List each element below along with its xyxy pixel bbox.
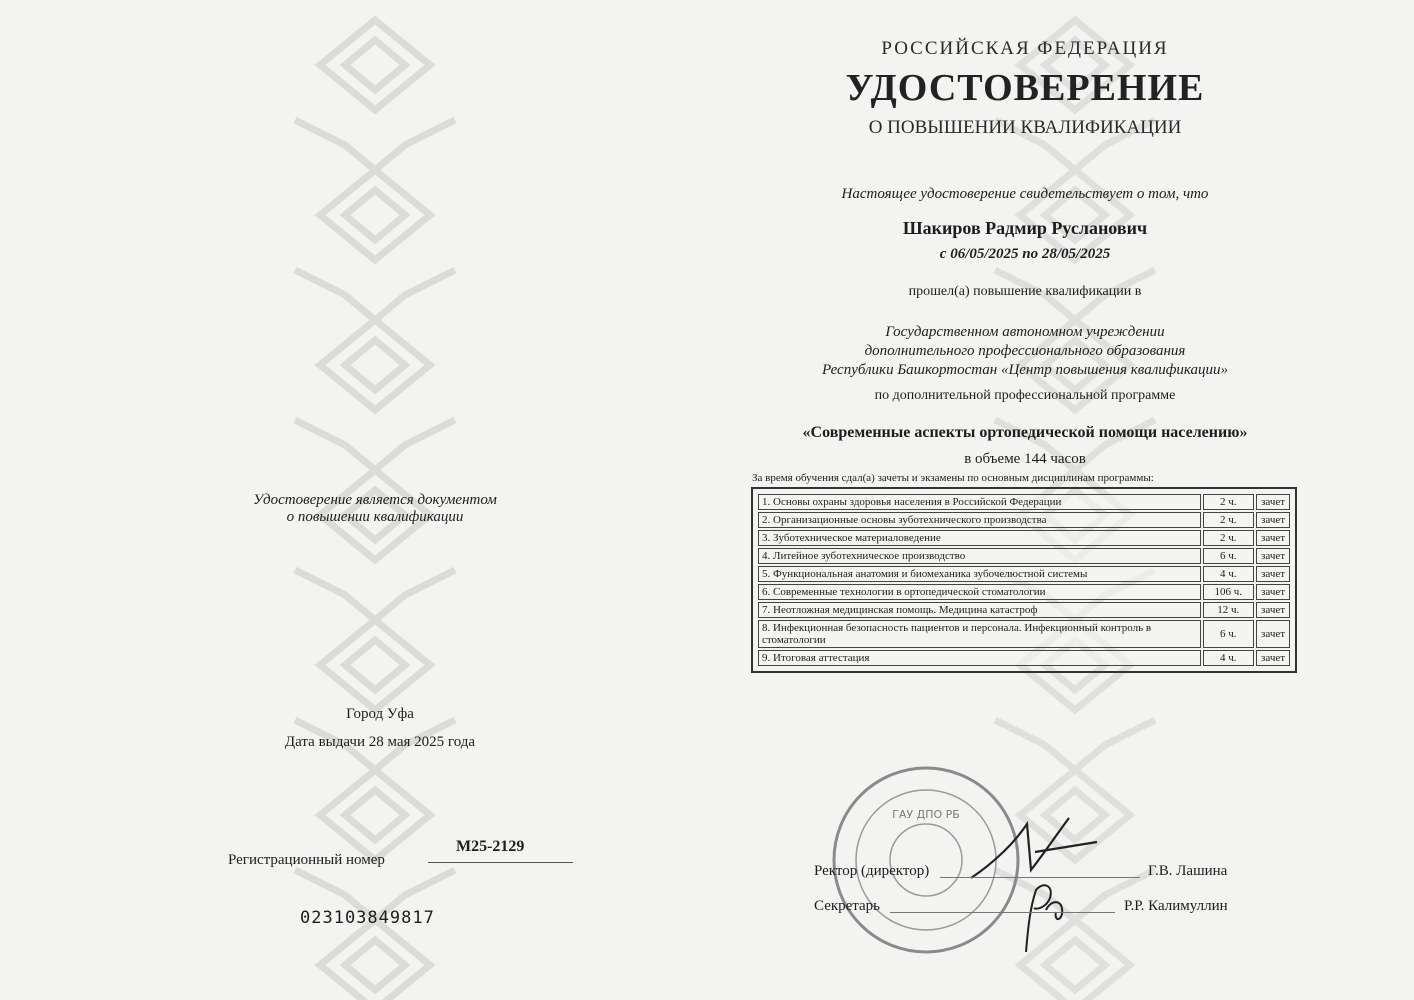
registration-label: Регистрационный номер [228, 852, 385, 868]
discipline-hours: 12 ч. [1203, 602, 1255, 618]
discipline-row [758, 512, 1290, 528]
rector-label: Ректор (директор) [814, 863, 930, 879]
discipline-name: 5. Функциональная анатомия и биомеханика зубочелюстной системы [758, 566, 1201, 582]
discipline-name: 6. Современные технологии в ортопедической стоматологии [758, 584, 1201, 600]
discipline-hours: 2 ч. [1203, 512, 1255, 528]
issue-city: Город Уфа [346, 706, 414, 722]
discipline-grade: зачет [1256, 512, 1290, 528]
rector-name: Г.В. Лашина [1148, 863, 1228, 879]
discipline-row [758, 602, 1290, 618]
discipline-hours: 6 ч. [1203, 620, 1255, 648]
discipline-grade: зачет [1256, 548, 1290, 564]
discipline-hours: 6 ч. [1203, 548, 1255, 564]
issue-date: Дата выдачи 28 мая 2025 года [284, 734, 476, 750]
discipline-grade: зачет [1256, 494, 1290, 510]
intro-text: Настоящее удостоверение свидетельствует о том, что [841, 186, 1209, 202]
discipline-grade: зачет [1256, 602, 1290, 618]
discipline-hours: 2 ч. [1203, 530, 1255, 546]
secretary-label: Секретарь [814, 898, 881, 914]
document-subtitle: О ПОВЫШЕНИИ КВАЛИФИКАЦИИ [868, 117, 1182, 138]
secretary-name: Р.Р. Калимуллин [1124, 898, 1228, 914]
rector-signature-line [940, 877, 1140, 878]
registration-number: М25-2129 [456, 838, 525, 855]
discipline-name: 8. Инфекционная безопасность пациентов и персонала. Инфекционный контроль в стоматологии [758, 620, 1201, 648]
discipline-row [758, 620, 1290, 648]
discipline-name: 4. Литейное зуботехническое производство [758, 548, 1201, 564]
discipline-name: 7. Неотложная медицинская помощь. Медицина катастроф [758, 602, 1201, 618]
discipline-name: 9. Итоговая аттестация [758, 650, 1201, 666]
passed-text: прошел(а) повышение квалификации в [908, 284, 1142, 299]
registration-underline [428, 862, 573, 863]
discipline-grade: зачет [1256, 650, 1290, 666]
organization-line: дополнительного профессионального образования [864, 343, 1186, 359]
country-heading: РОССИЙСКАЯ ФЕДЕРАЦИЯ [881, 38, 1169, 59]
discipline-row [758, 584, 1290, 600]
discipline-grade: зачет [1256, 584, 1290, 600]
discipline-row [758, 548, 1290, 564]
secretary-signature [1012, 878, 1082, 958]
discipline-hours: 4 ч. [1203, 566, 1255, 582]
discipline-row [758, 494, 1290, 510]
program-title: «Современные аспекты ортопедической помощи населению» [802, 424, 1248, 441]
person-name: Шакиров Радмир Русланович [902, 218, 1148, 238]
secretary-signature-line [890, 912, 1115, 913]
discipline-hours: 106 ч. [1203, 584, 1255, 600]
stamp-text: ГАУ ДПО РБ [892, 808, 960, 821]
program-intro: по дополнительной профессиональной программе [874, 388, 1176, 403]
discipline-grade: зачет [1256, 566, 1290, 582]
organization-line: Республики Башкортостан «Центр повышения квалификации» [821, 362, 1229, 378]
discipline-row [758, 566, 1290, 582]
discipline-name: 2. Организационные основы зуботехнического производства [758, 512, 1201, 528]
training-period: с 06/05/2025 по 28/05/2025 [939, 246, 1111, 262]
blank-serial-number: 023103849817 [300, 908, 435, 928]
discipline-name: 1. Основы охраны здоровья населения в Российской Федерации [758, 494, 1201, 510]
discipline-grade: зачет [1256, 530, 1290, 546]
validity-note-line: о повышении квалификации [286, 509, 464, 525]
validity-note-line: Удостоверение является документом [253, 492, 497, 508]
validity-note [200, 492, 550, 526]
program-hours: в объеме 144 часов [964, 451, 1086, 467]
table-caption: За время обучения сдал(а) зачеты и экзамены по основным дисциплинам программы: [752, 472, 1154, 484]
discipline-name: 3. Зуботехническое материаловедение [758, 530, 1201, 546]
discipline-hours: 2 ч. [1203, 494, 1255, 510]
disciplines-table [751, 487, 1297, 673]
document-title: УДОСТОВЕРЕНИЕ [845, 67, 1205, 109]
discipline-grade: зачет [1256, 620, 1290, 648]
discipline-row [758, 530, 1290, 546]
discipline-row [758, 650, 1290, 666]
discipline-hours: 4 ч. [1203, 650, 1255, 666]
organization-line: Государственном автономном учреждении [885, 324, 1165, 340]
